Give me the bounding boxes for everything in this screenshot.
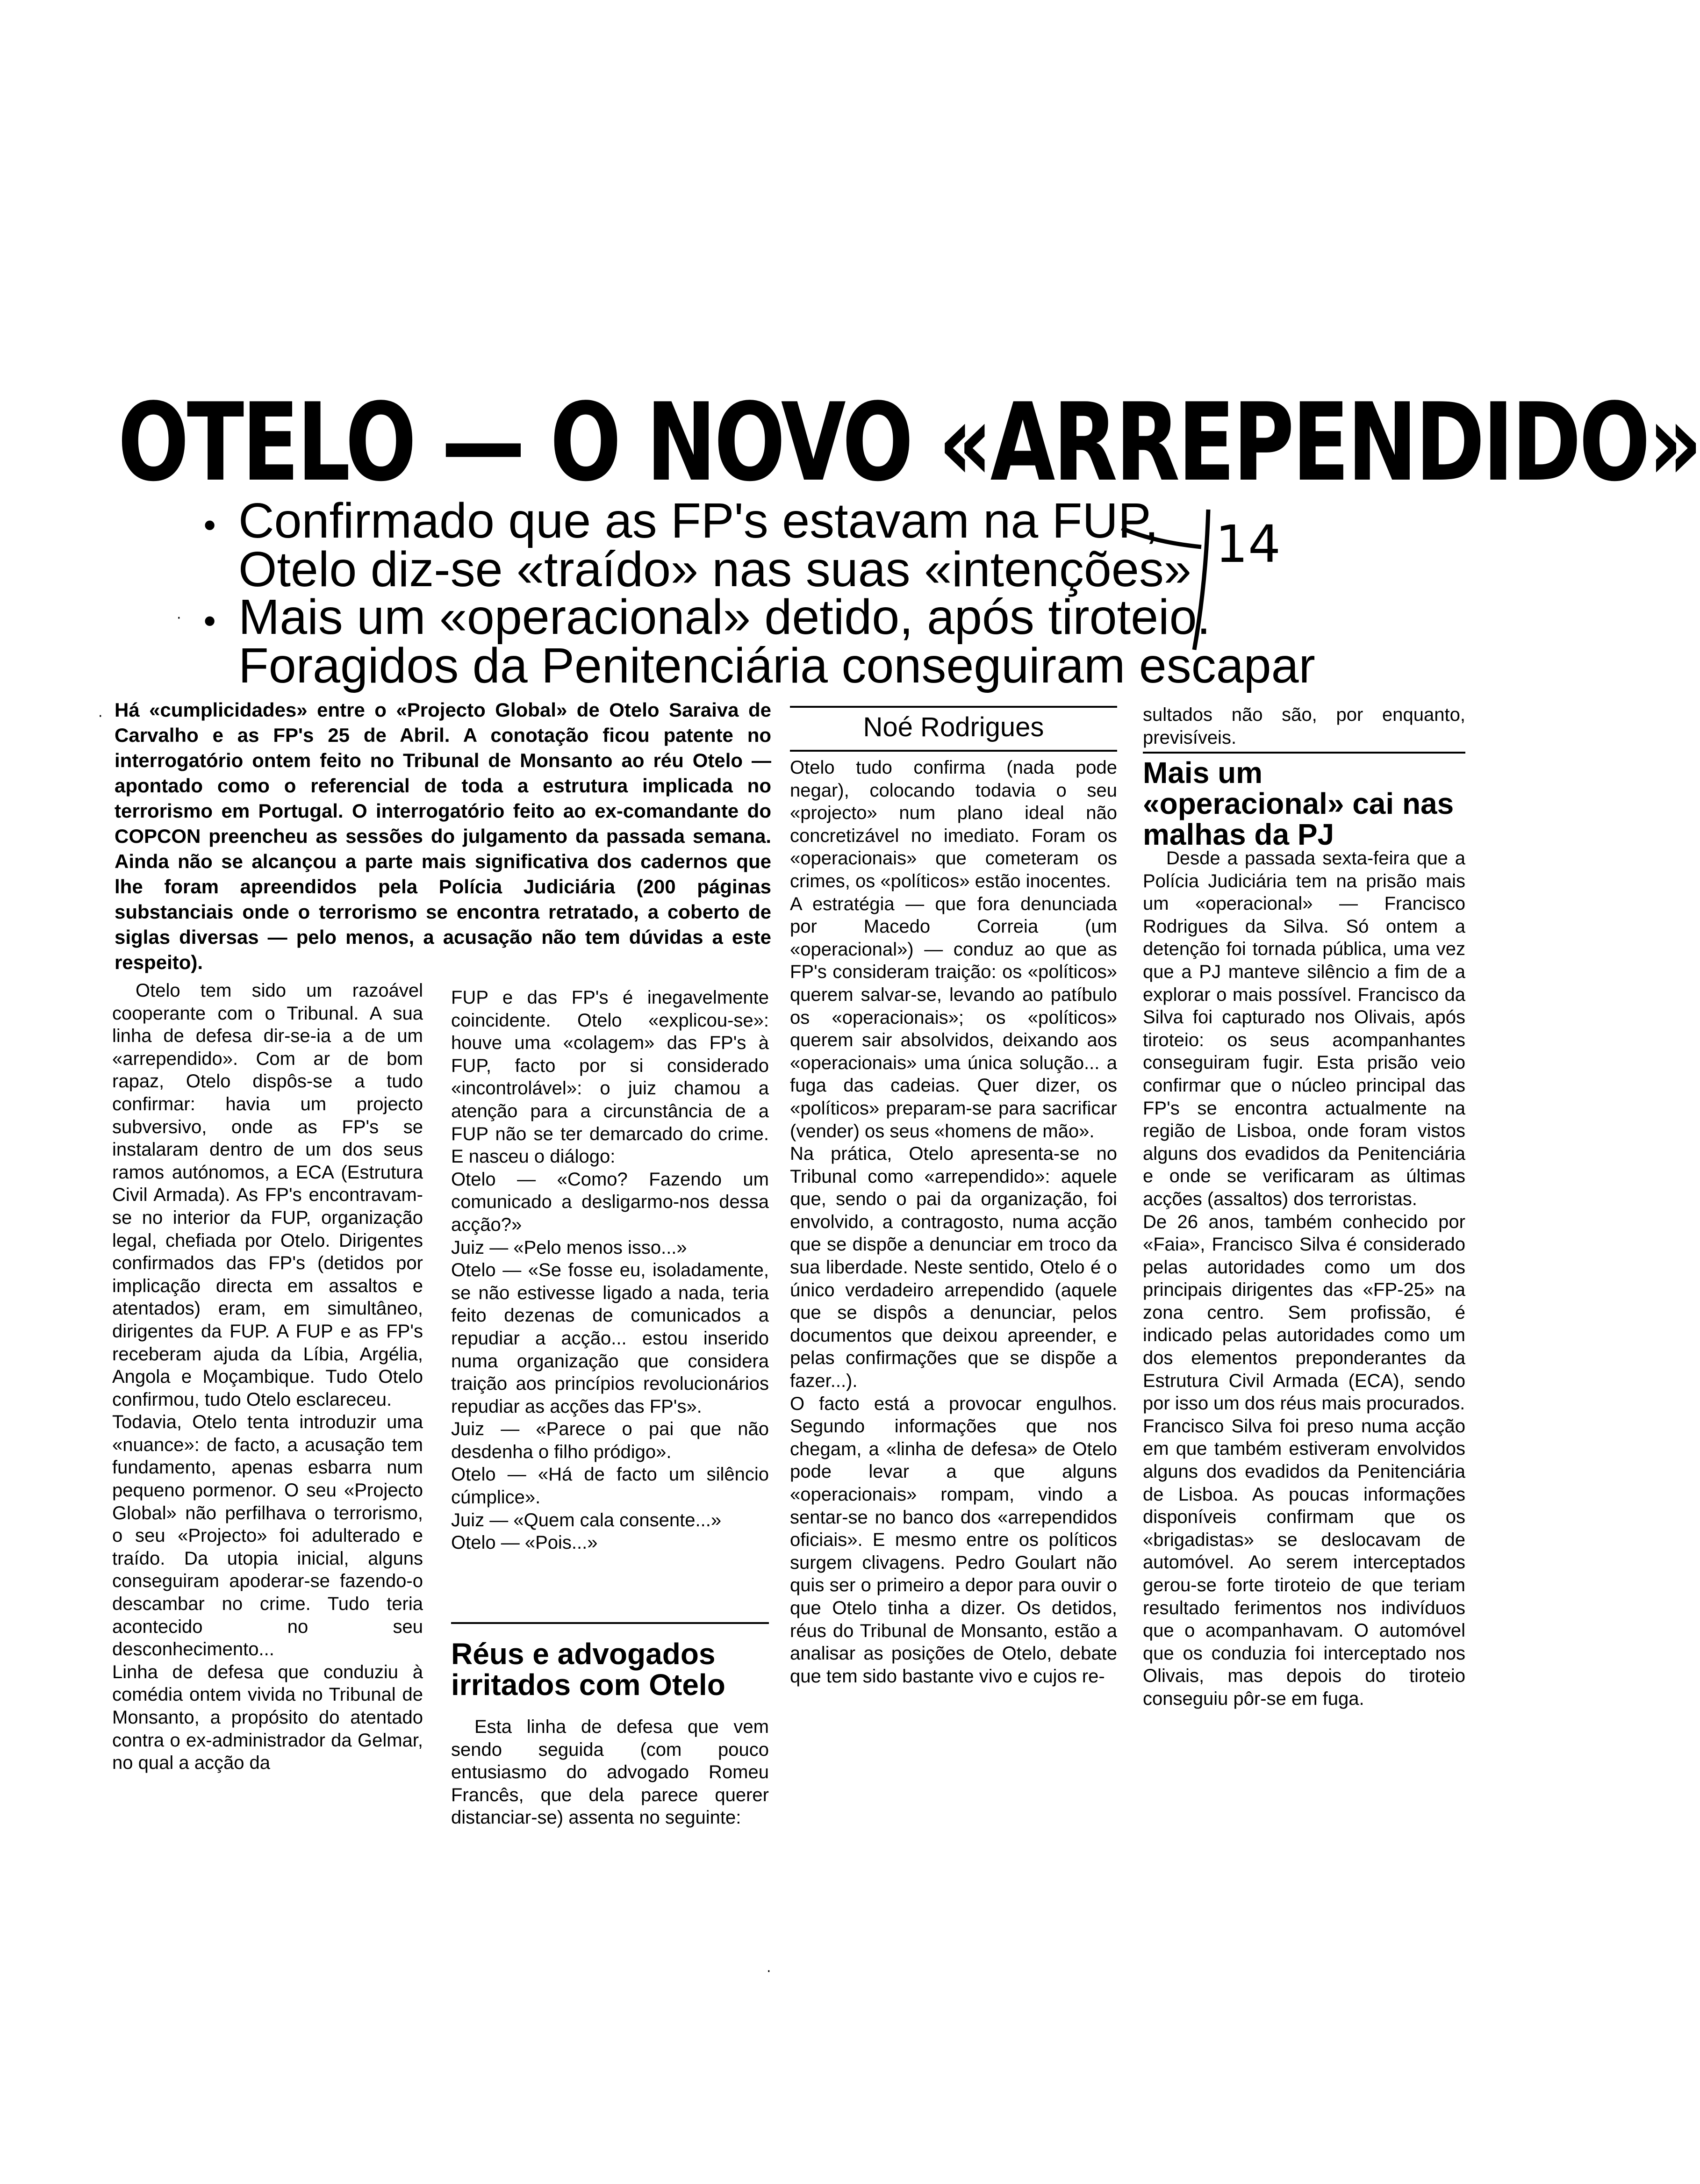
deck-line: Confirmado que as FP's estavam na FUP, (238, 493, 1159, 548)
scan-speck: · (177, 610, 181, 626)
bullet-icon: • (200, 507, 220, 546)
handwritten-annotation: 14 (1215, 514, 1281, 574)
deck-line: Mais um «operacional» detido, após tiroteio. (238, 589, 1211, 645)
body-column-4-top: sultados não são, por enquanto, previsíveis. (1143, 704, 1465, 748)
byline: Noé Rodrigues (863, 712, 1044, 742)
body-column-3: Otelo tudo confirma (nada pode negar), colocando todavia o seu «projecto» num plano ideal não concretizável no imediato. Foram os «operacionais» que cometeram os crimes, os «políticos» estão inocentes. A estratégia — que fora denunciada por Macedo Correia (um «operacional») — conduz ao que as FP's consideram traição: os «políticos» querem salvar-se, levando ao patíbulo os «operacionais»; os «políticos» querem sair absolvidos, deixando aos «operacionais» uma única solução... a fuga das cadeias. Quer dizer, os «políticos» preparam-se para sacrificar (vender) os seus «homens de mão». Na prática, Otelo apresenta-se no Tribunal como «arrependido»: aquele que, sendo o pai da organização, foi envolvido, a contragosto, numa acção que se dispõe a denunciar em troco da sua liberdade. Neste sentido, Otelo é o único verdadeiro arrependido (aquele que se dispôs a denunciar, pelos documentos que deixou apreender, e pelas confirmações que se dispõe a fazer...). O facto está a provocar engulhos. Segundo informações que nos chegam, a «linha de defesa» de Otelo pode levar a que alguns «operacionais» rompam, vindo a sentar-se no banco dos «arrependidos oficiais». E mesmo entre os políticos surgem clivagens. Pedro Goulart não quis ser o primeiro a depor para ouvir o que Otelo tinha a dizer. Os detidos, réus do Tribunal de Monsanto, estão a analisar as posições de Otelo, debate que tem sido bastante vivo e cujos re- (790, 757, 1117, 1687)
body-column-1: Otelo tem sido um razoável cooperante com o Tribunal. A sua linha de defesa dir-se-ia a de um «arrependido». Com ar de bom rapaz, Otelo dispôs-se a tudo confirmar: havia um projecto subversivo, onde as FP's se instalaram dentro de um dos seus ramos autónomos, a ECA (Estrutura Civil Armada). As FP's encontravam-se no interior da FUP, organização legal, chefiada por Otelo. Dirigentes confirmados das FP's (detidos por implicação directa em assaltos e atentados) eram, em simultâneo, dirigentes da FUP. A FUP e as FP's receberam ajuda da Líbia, Argélia, Angola e Moçambique. Tudo Otelo confirmou, tudo Otelo esclareceu. Todavia, Otelo tenta introduzir uma «nuance»: de facto, a acusação tem fundamento, apenas esbarra num pequeno pormenor. O seu «Projecto Global» não perfilhava o terrorismo, o seu «Projecto» foi adulterado e traído. Da utopia inicial, alguns conseguiram apoderar-se fazendo-o descambar no crime. Tudo teria acontecido no seu desconhecimento... Linha de defesa que conduziu à comédia ontem vivida no Tribunal de Monsanto, a propósito do atentado contra o ex-administrador da Gelmar, no qual a acção da (112, 980, 423, 1774)
intro-paragraph: Há «cumplicidades» entre o «Projecto Global» de Otelo Saraiva de Carvalho e as FP's 25 de Abril. A conotação ficou patente no interrogatório ontem feito no Tribunal de Monsanto ao réu Otelo — apontado como o referencial de toda a estrutura implicada no terrorismo em Portugal. O interrogatório feito ao ex-comandante do COPCON preencheu as sessões do julgamento da passada semana. Ainda não se alcançou a parte mais significativa dos cadernos que lhe foram apreendidos pela Polícia Judiciária (200 páginas substanciais onde o terrorismo se encontra retratado, a coberto de siglas diversas — pelo menos, a acusação não tem dúvidas a este respeito). (115, 699, 771, 973)
subhead-rule (1143, 752, 1465, 754)
deck-line: Otelo diz-se «traído» nas suas «intenções» (238, 542, 1191, 597)
column2-subhead: Réus e advogados irritados com Otelo (451, 1637, 725, 1702)
scan-speck: · (767, 1963, 771, 1980)
byline-rule-bottom (790, 750, 1117, 752)
body-column-2-after: Esta linha de defesa que vem sendo seguida (com pouco entusiasmo do advogado Romeu Francês, que dela parece querer distanciar-se) assenta no seguinte: (451, 1717, 769, 1828)
bullet-icon: • (200, 603, 220, 641)
scan-speck: · (98, 708, 103, 725)
deck-line: Foragidos da Penitenciária conseguiram escapar (238, 638, 1315, 693)
subhead-rule (451, 1622, 769, 1624)
column4-subhead: Mais um «operacional» cai nas malhas da PJ (1143, 756, 1454, 851)
byline-rule-top (790, 706, 1117, 708)
headline: OTELO — O NOVO «ARREPENDIDO» (118, 381, 1700, 505)
body-column-2: FUP e das FP's é inegavelmente coincidente. Otelo «explicou-se»: houve uma «colagem» das FP's à FUP, facto por si considerado «incontrolável»: o juiz chamou a atenção para a circunstância de a FUP não se ter demarcado do crime. E nasceu o diálogo: Otelo — «Como? Fazendo um comunicado a desligarmo-nos dessa acção?» Juiz — «Pelo menos isso...» Otelo — «Se fosse eu, isoladamente, se não estivesse ligado a nada, teria feito dezenas de comunicados a repudiar a acção... estou inserido numa organização que considera traição aos princípios revolucionários repudiar as acções das FP's». Juiz — «Parece o pai que não desdenha o filho pródigo». Otelo — «Há de facto um silêncio cúmplice». Juiz — «Quem cala consente...» Otelo — «Pois...» (451, 987, 769, 1553)
body-column-4: Desde a passada sexta-feira que a Polícia Judiciária tem na prisão mais um «operacional» — Francisco Rodrigues da Silva. Só ontem a detenção foi tornada pública, uma vez que a PJ manteve silêncio a fim de a explorar o mais possível. Francisco da Silva foi capturado nos Olivais, após tiroteio: os seus acompanhantes conseguiram fugir. Esta prisão veio confirmar que o núcleo principal das FP's se encontra actualmente na região de Lisboa, onde foram vistos alguns dos evadidos da Penitenciária e onde se verificaram as últimas acções (assaltos) dos terroristas. De 26 anos, também conhecido por «Faia», Francisco Silva é considerado pelas autoridades como um dos principais dirigentes das «FP-25» na zona centro. Sem profissão, é indicado pelas autoridades como um dos elementos preponderantes da Estrutura Civil Armada (ECA), sendo por isso um dos réus mais procurados. Francisco Silva foi preso numa acção em que também estiveram envolvidos alguns dos evadidos da Penitenciária de Lisboa. As poucas informações disponíveis confirmam que os «brigadistas» se deslocavam de automóvel. Ao serem interceptados gerou-se forte tiroteio de que teriam resultado ferimentos nos indivíduos que o acompanhavam. O automóvel que os conduzia foi interceptado nos Olivais, mas depois do tiroteio conseguiu pôr-se em fuga. (1143, 848, 1465, 1709)
